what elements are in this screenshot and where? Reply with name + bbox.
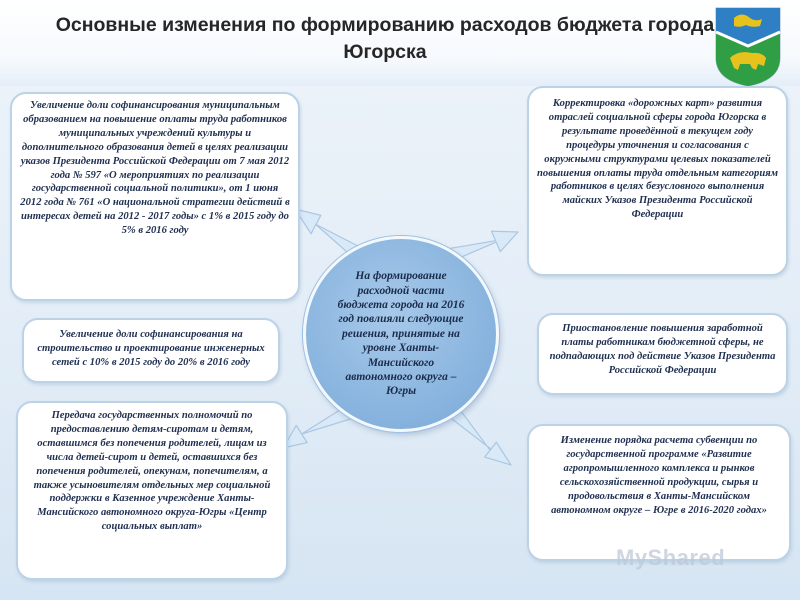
left-box-engineering-networks: Увеличение доли софинансирования на строительство и проектирование инженерных сетей с 10% в 2015 году до 20% в 2016 году	[22, 318, 280, 383]
myshared-watermark-icon: MyShared	[616, 545, 726, 570]
arrow-to-bottom-right	[449, 406, 511, 465]
right-box-salary-suspension: Приостановление повышения заработной платы работникам бюджетной сферы, не подпадающих под действие Указов Президента Российской Федерации	[537, 313, 788, 395]
left-box-culture-salary: Увеличение доли софинансирования муниципальным образованием на повышение оплаты труда работников муниципальных учреждений культуры и дополнительного образования детей в целях реализации указов Президента Российской Федерации от 7 мая 2012 года № 597 «О мероприятиях по реализации государственной социальной политики», от 1 июня 2012 года № 761 «О национальной стратегии действий в интересах детей на 2012 - 2017 годы» с 1% в 2015 году до 5% в 2016 году	[10, 92, 300, 301]
center-circle: На формирование расходной части бюджета города на 2016 год повлияли следующие решения, принятые на уровне Ханты-Мансийского автономного округа – Югры	[303, 236, 499, 432]
right-box-road-maps: Корректировка «дорожных карт» развития отраслей социальной сферы города Югорска в результате проведённой в текущем году процедуры уточнения и согласования с окружными структурами целевых показателей повышения оплаты труда отдельным категориям работников в целях безусловного выполнения майских Указов Президента Российской Федерации	[527, 86, 788, 276]
right-box-subvention-calculation: Изменение порядка расчета субвенции по государственной программе «Развитие агропромышленного комплекса и рынков сельскохозяйственной продукции, сырья и продовольствия в Ханты-Мансийском автономном округе – Югре в 2016-2020 годах»	[527, 424, 791, 561]
left-box-orphans-powers: Передача государственных полномочий по предоставлению детям-сиротам и детям, оставшимся без попечения родителей, лицам из числа детей-сирот и детей, оставшихся без попечения родителей, опекунам, попечителям, а также усыновителям отдельных мер социальной поддержки в Казенное учреждение Ханты-Мансийского автономного округа-Югры «Центр социальных выплат»	[16, 401, 288, 580]
page-title: Основные изменения по формированию расходов бюджета города Югорска	[55, 14, 715, 63]
